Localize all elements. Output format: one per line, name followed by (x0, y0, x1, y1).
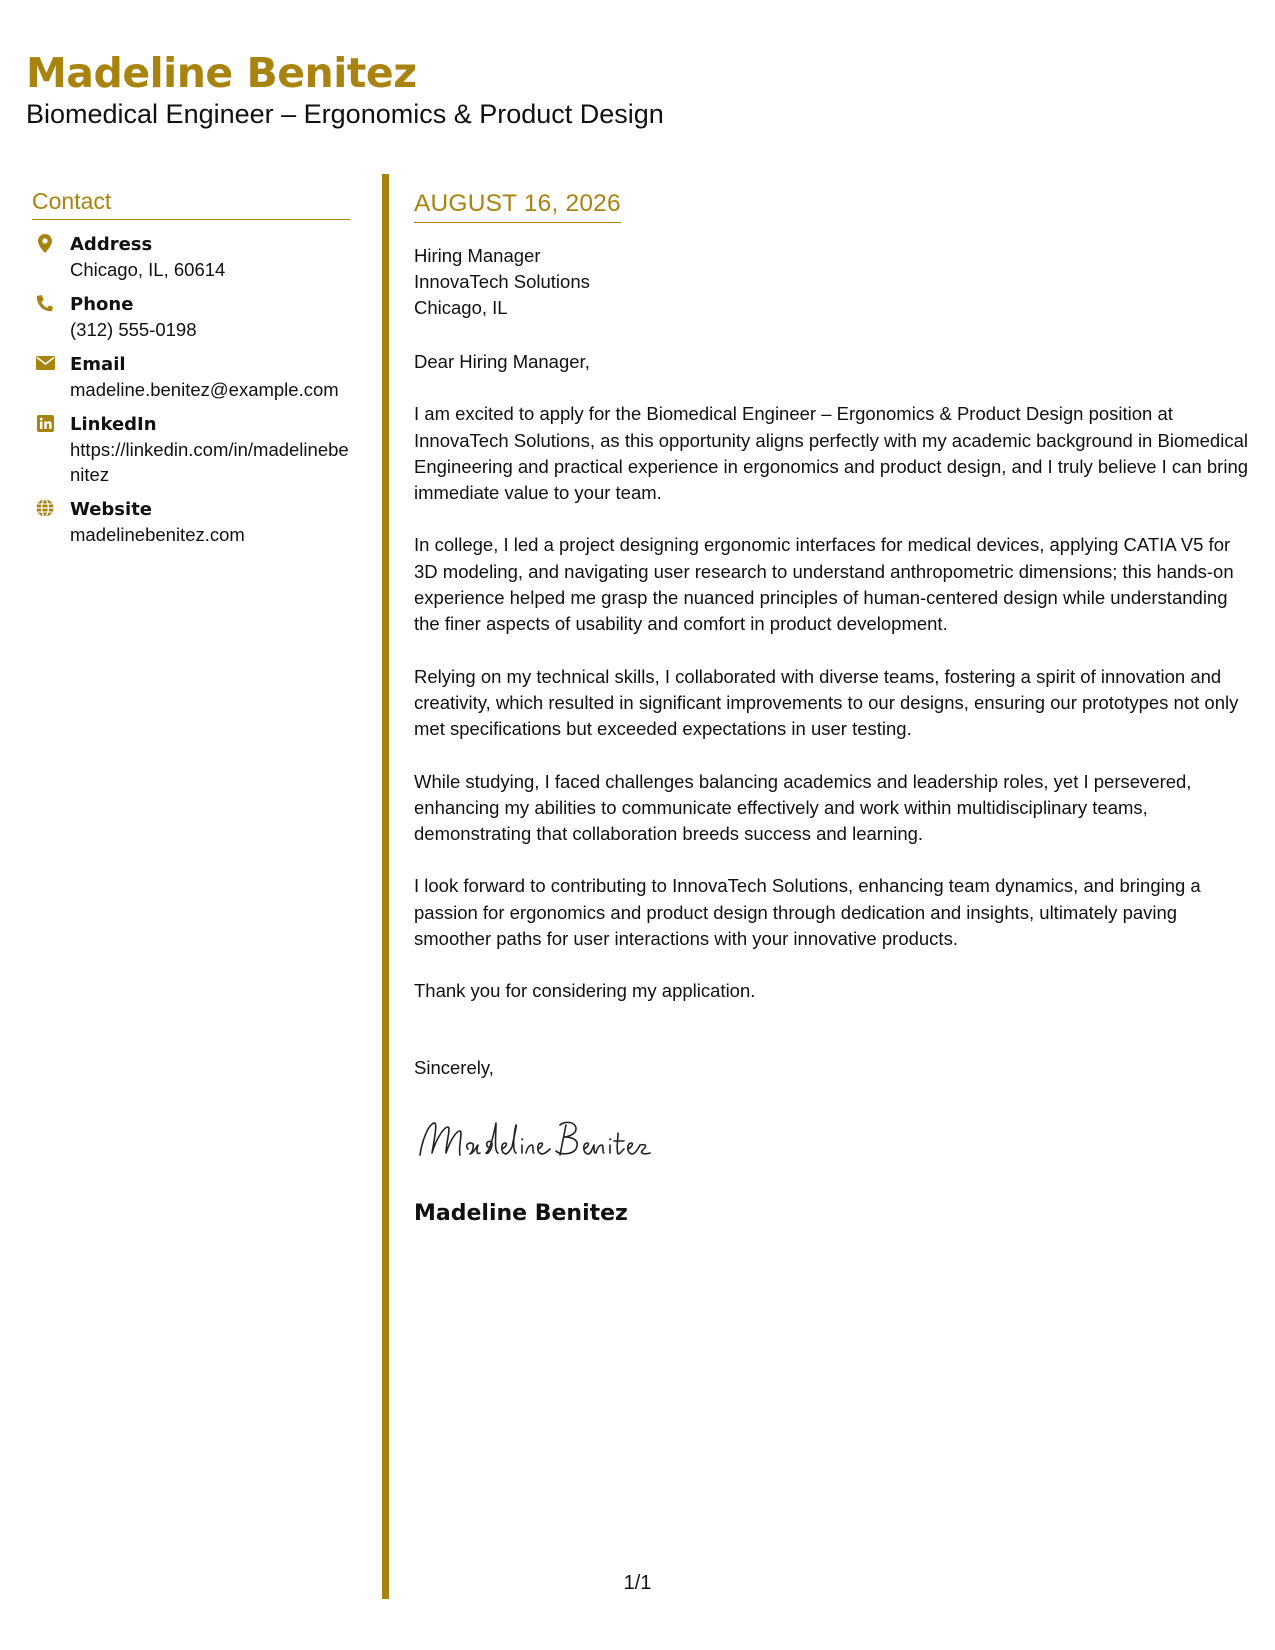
recipient-line: Chicago, IL (414, 297, 508, 318)
body-paragraph: Relying on my technical skills, I collaborated with diverse teams, fostering a spirit of innovation and creativity, which resulted in significant improvements to our designs, ensuring our prototypes not only met specifications but exceeded expectations in user testing. (414, 665, 1239, 740)
contact-email (32, 352, 350, 402)
salutation: Dear Hiring Manager, (414, 351, 590, 372)
recipient-line: Hiring Manager (414, 245, 541, 266)
phone-value: (312) 555-0198 (70, 319, 197, 340)
body-paragraph: In college, I led a project designing ergonomic interfaces for medical devices, applying CATIA V5 for 3D modeling, and navigating user research to understand anthropometric dimensions; this hands-on experience helped me grasp the nuanced principles of human-centered design while understanding the finer aspects of usability and comfort in product development. (414, 534, 1234, 635)
contact-website (32, 497, 350, 547)
recipient-line: InnovaTech Solutions (414, 271, 590, 292)
linkedin-label: LinkedIn (70, 414, 157, 435)
phone-label: Phone (70, 294, 134, 315)
email-value: madeline.benitez@example.com (70, 379, 339, 400)
candidate-name: Madeline Benitez (26, 49, 417, 97)
closing: Sincerely, (414, 1056, 494, 1078)
linkedin-icon (35, 413, 55, 433)
contact-sidebar (32, 188, 350, 557)
address-label: Address (70, 234, 153, 255)
globe-icon (35, 498, 55, 518)
website-label: Website (70, 499, 153, 520)
header (26, 48, 664, 130)
envelope-icon (35, 353, 55, 373)
vertical-divider (382, 174, 389, 1599)
contact-address (32, 232, 350, 282)
map-pin-icon (35, 233, 55, 253)
page-number: 1/1 (623, 1572, 652, 1594)
linkedin-value[interactable]: https://linkedin.com/in/madelinebenitez (70, 439, 349, 485)
body-paragraph: While studying, I faced challenges balancing academics and leadership roles, yet I persevered, enhancing my abilities to communicate effectively and work within multidisciplinary teams, demonstrating that collaboration breeds success and learning. (414, 770, 1192, 845)
email-label: Email (70, 354, 126, 375)
contact-phone (32, 292, 350, 342)
candidate-title: Biomedical Engineer – Ergonomics & Product Design (26, 99, 664, 129)
handwritten-signature (414, 1111, 1254, 1171)
recipient-block (414, 243, 1254, 321)
contact-heading: Contact (32, 188, 350, 220)
address-value: Chicago, IL, 60614 (70, 259, 226, 280)
signed-name: Madeline Benitez (414, 1200, 628, 1226)
body-paragraph: I am excited to apply for the Biomedical Engineer – Ergonomics & Product Design position at InnovaTech Solutions, as this opportunity aligns perfectly with my academic background in Biomedical Engineering and practical experience in ergonomics and product design, and I truly believe I can bring immediate value to your team. (414, 403, 1249, 504)
letter-body (414, 190, 1254, 1226)
body-paragraph: Thank you for considering my application. (414, 980, 756, 1002)
body-paragraph: I look forward to contributing to InnovaTech Solutions, enhancing team dynamics, and bringing a passion for ergonomics and product design through dedication and insights, ultimately paving smoother paths for user interactions with your innovative products. (414, 875, 1201, 950)
letter-date: AUGUST 16, 2026 (414, 190, 621, 223)
website-value[interactable]: madelinebenitez.com (70, 524, 245, 545)
phone-icon (35, 293, 55, 313)
contact-linkedin (32, 412, 350, 487)
